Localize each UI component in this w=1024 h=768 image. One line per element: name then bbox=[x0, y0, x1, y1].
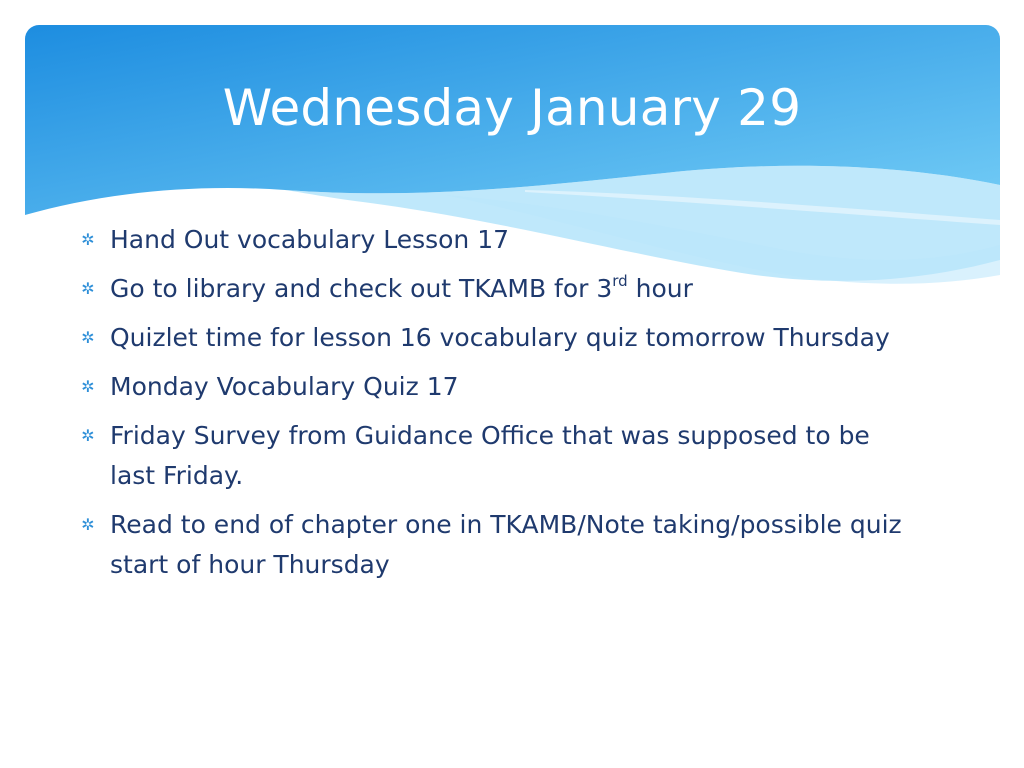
list-item-text-after: hour bbox=[627, 274, 693, 303]
asterisk-bullet-icon: ✲ bbox=[81, 279, 95, 298]
list-item-superscript: rd bbox=[612, 271, 628, 290]
list-item bbox=[78, 318, 908, 358]
list-item bbox=[78, 220, 908, 260]
list-item bbox=[78, 269, 908, 309]
list-item-text: Friday Survey from Guidance Office that was supposed to be last Friday. bbox=[110, 421, 870, 490]
list-item-text: Quizlet time for lesson 16 vocabulary quiz tomorrow Thursday bbox=[110, 323, 890, 352]
asterisk-bullet-icon: ✲ bbox=[81, 515, 95, 534]
list-item bbox=[78, 505, 908, 585]
list-item bbox=[78, 416, 908, 496]
list-item-text: Hand Out vocabulary Lesson 17 bbox=[110, 225, 510, 254]
list-item-text: Go to library and check out TKAMB for 3 bbox=[110, 274, 613, 303]
asterisk-bullet-icon: ✲ bbox=[81, 377, 95, 396]
asterisk-bullet-icon: ✲ bbox=[81, 230, 95, 249]
asterisk-bullet-icon: ✲ bbox=[81, 426, 95, 445]
list-item-text: Read to end of chapter one in TKAMB/Note taking/possible quiz start of hour Thursday bbox=[110, 510, 902, 579]
list-item-text: Monday Vocabulary Quiz 17 bbox=[110, 372, 459, 401]
bullet-list bbox=[78, 220, 908, 594]
list-item bbox=[78, 367, 908, 407]
asterisk-bullet-icon: ✲ bbox=[81, 328, 95, 347]
slide-title: Wednesday January 29 bbox=[222, 79, 802, 137]
